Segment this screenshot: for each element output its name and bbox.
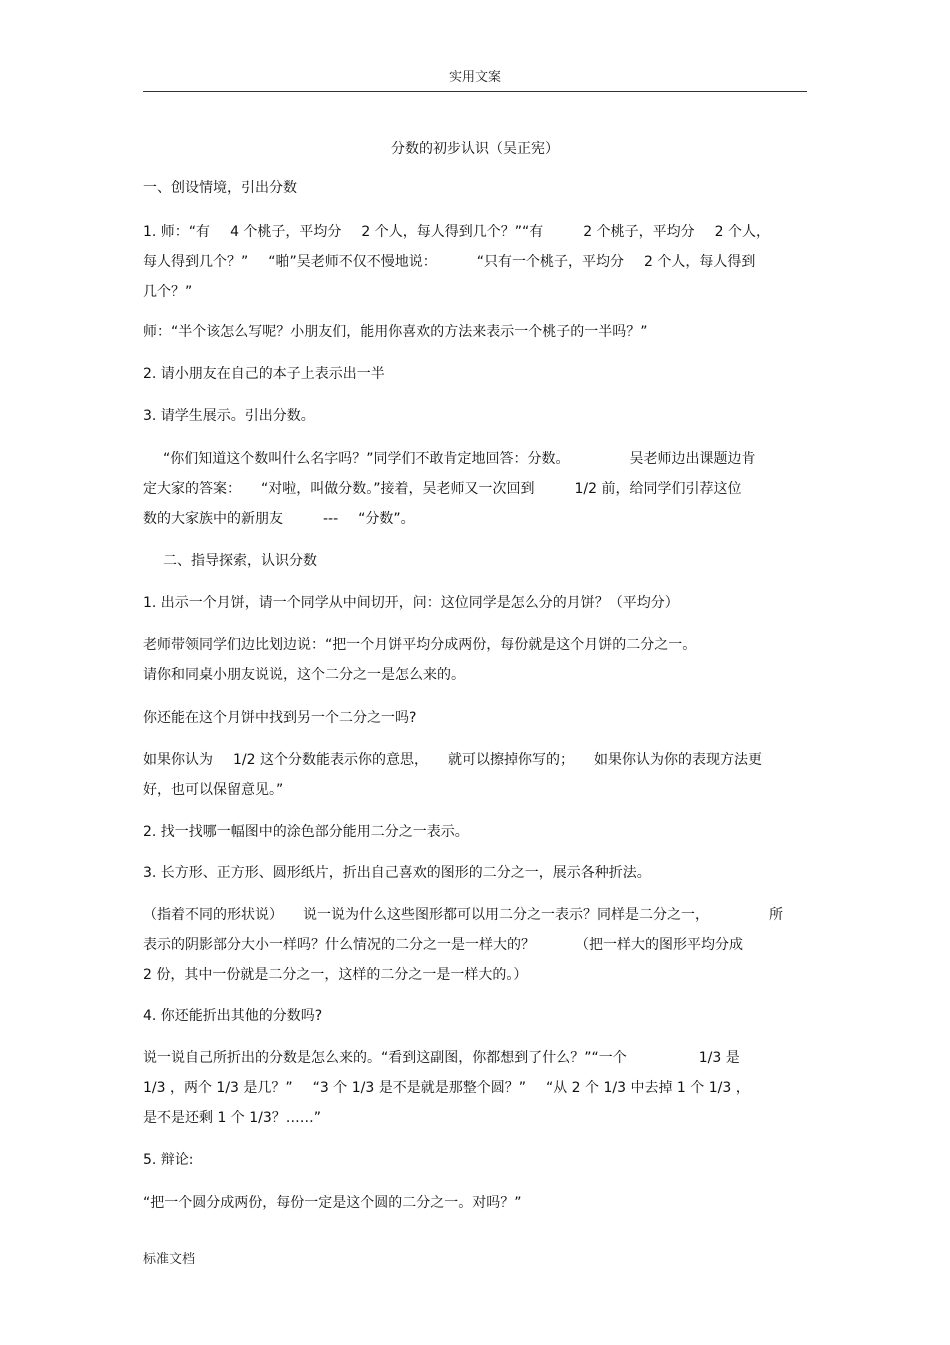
header-divider — [143, 91, 807, 92]
paragraph-another-half — [143, 703, 807, 733]
document-title: 分数的初步认识（吴正宪） — [391, 141, 559, 157]
text-line: 3. 长方形、正方形、圆形纸片，折出自己喜欢的图形的二分之一，展示各种折法。 — [143, 865, 651, 881]
list-item-debate — [143, 1145, 807, 1175]
text-run: 2 个人，每人得到 — [644, 254, 756, 270]
text-run: “3 个 1/3 是不是就是那整个圆？” — [312, 1080, 526, 1096]
list-item-paper-folding — [143, 858, 807, 888]
text-line — [143, 1043, 807, 1073]
text-run: 1/3 ，两个 1/3 是几？” — [143, 1080, 293, 1096]
text-line: 5. 辩论: — [143, 1152, 194, 1168]
text-line: 师：“半个该怎么写呢？小朋友们，能用你喜欢的方法来表示一个桃子的一半吗？” — [143, 324, 648, 340]
section-heading-2 — [143, 546, 807, 576]
text-line — [143, 930, 807, 960]
text-run: 二、指导探索，认识分数 — [163, 553, 317, 569]
text-run: “只有一个桃子，平均分 — [476, 254, 625, 270]
paragraph-one-third — [143, 1043, 807, 1133]
text-line: “把一个圆分成两份，每份一定是这个圆的二分之一。对吗？” — [143, 1195, 522, 1211]
text-run: “你们知道这个数叫什么名字吗？”同学们不敢肯定地回答：分数。 — [163, 451, 570, 467]
text-run: “啪”吴老师不仅不慢地说： — [268, 254, 437, 270]
text-run: 4 个桃子，平均分 — [230, 224, 342, 240]
page-footer: 标准文档 — [143, 1252, 196, 1267]
text-run: “从 2 个 1/3 中去掉 1 个 1/3 ， — [545, 1080, 750, 1096]
text-line — [143, 217, 807, 247]
text-line: 几个？” — [143, 284, 193, 300]
paragraph-if-you-think — [143, 745, 807, 805]
text-run: 1/3 是 — [698, 1050, 740, 1066]
text-run: 1/2 前，给同学们引荐这位 — [574, 481, 742, 497]
paragraph-fraction-name — [143, 444, 807, 534]
text-line: 是不是还剩 1 个 1/3？……” — [143, 1110, 322, 1126]
text-run: “分数”。 — [358, 511, 415, 527]
paragraph-teacher-half — [143, 317, 807, 347]
section-heading-text: 一、创设情境，引出分数 — [143, 180, 297, 196]
text-line: 请你和同桌小朋友说说，这个二分之一是怎么来的。 — [143, 667, 465, 683]
section-heading-text — [143, 546, 807, 576]
text-run: 所 — [769, 907, 783, 923]
text-run: （指着不同的形状说） — [143, 907, 283, 923]
text-line — [143, 504, 807, 534]
text-line: 1. 出示一个月饼，请一个同学从中间切开，问：这位同学是怎么分的月饼？（平均分） — [143, 595, 679, 611]
text-line: 3. 请学生展示。引出分数。 — [143, 408, 315, 424]
text-run: 2 个人， — [714, 224, 771, 240]
text-run: 1/2 这个分数能表示你的意思， — [233, 752, 428, 768]
list-item-3 — [143, 401, 807, 431]
text-line: 你还能在这个月饼中找到另一个二分之一吗? — [143, 710, 417, 726]
text-run: 说一说为什么这些图形都可以用二分之一表示？同样是二分之一， — [303, 907, 709, 923]
text-run: 就可以擦掉你写的； — [447, 752, 574, 768]
paragraph-teacher-mooncake — [143, 630, 807, 690]
page-header: 实用文案 — [448, 70, 501, 85]
text-line: 2. 请小朋友在自己的本子上表示出一半 — [143, 366, 385, 382]
text-line: 2 份，其中一份就是二分之一，这样的二分之一是一样大的。） — [143, 967, 528, 983]
text-run: 吴老师边出课题边肯 — [629, 451, 756, 467]
text-line — [143, 900, 807, 930]
text-line — [143, 444, 807, 474]
text-run: 2 个人，每人得到几个？”“有 — [361, 224, 544, 240]
text-line — [143, 247, 807, 277]
text-line: 好，也可以保留意见。” — [143, 782, 284, 798]
text-run: 表示的阴影部分大小一样吗？什么情况的二分之一是一样大的？ — [143, 937, 535, 953]
paragraph-peach-question — [143, 217, 807, 307]
text-run: 说一说自己所折出的分数是怎么来的。“看到这副图，你都想到了什么？”“一个 — [143, 1050, 627, 1066]
text-line: 老师带领同学们边比划边说：“把一个月饼平均分成两份，每份就是这个月饼的二分之一。 — [143, 637, 697, 653]
text-line: 4. 你还能折出其他的分数吗? — [143, 1008, 323, 1024]
paragraph-different-shapes — [143, 900, 807, 990]
text-run: 定大家的答案： — [143, 481, 241, 497]
text-run: 每人得到几个？” — [143, 254, 249, 270]
list-item-2 — [143, 359, 807, 389]
text-run: 1. 师：“有 — [143, 224, 211, 240]
list-item-mooncake — [143, 588, 807, 618]
text-run: “对啦，叫做分数。”接着，吴老师又一次回到 — [261, 481, 535, 497]
text-line: 2. 找一找哪一幅图中的涂色部分能用二分之一表示。 — [143, 824, 469, 840]
list-item-find-figure — [143, 817, 807, 847]
text-run: 数的大家族中的新朋友 — [143, 511, 283, 527]
text-line — [143, 474, 807, 504]
paragraph-debate-question — [143, 1188, 807, 1218]
text-run: （把一样大的图形平均分成 — [575, 937, 743, 953]
text-run: --- — [323, 511, 339, 527]
text-line — [143, 745, 807, 775]
text-run: 2 个桃子，平均分 — [583, 224, 695, 240]
text-run: 如果你认为 — [143, 752, 213, 768]
text-line — [143, 1073, 807, 1103]
text-run: 如果你认为你的表现方法更 — [593, 752, 762, 768]
section-heading-1 — [143, 173, 807, 203]
list-item-other-fractions — [143, 1001, 807, 1031]
